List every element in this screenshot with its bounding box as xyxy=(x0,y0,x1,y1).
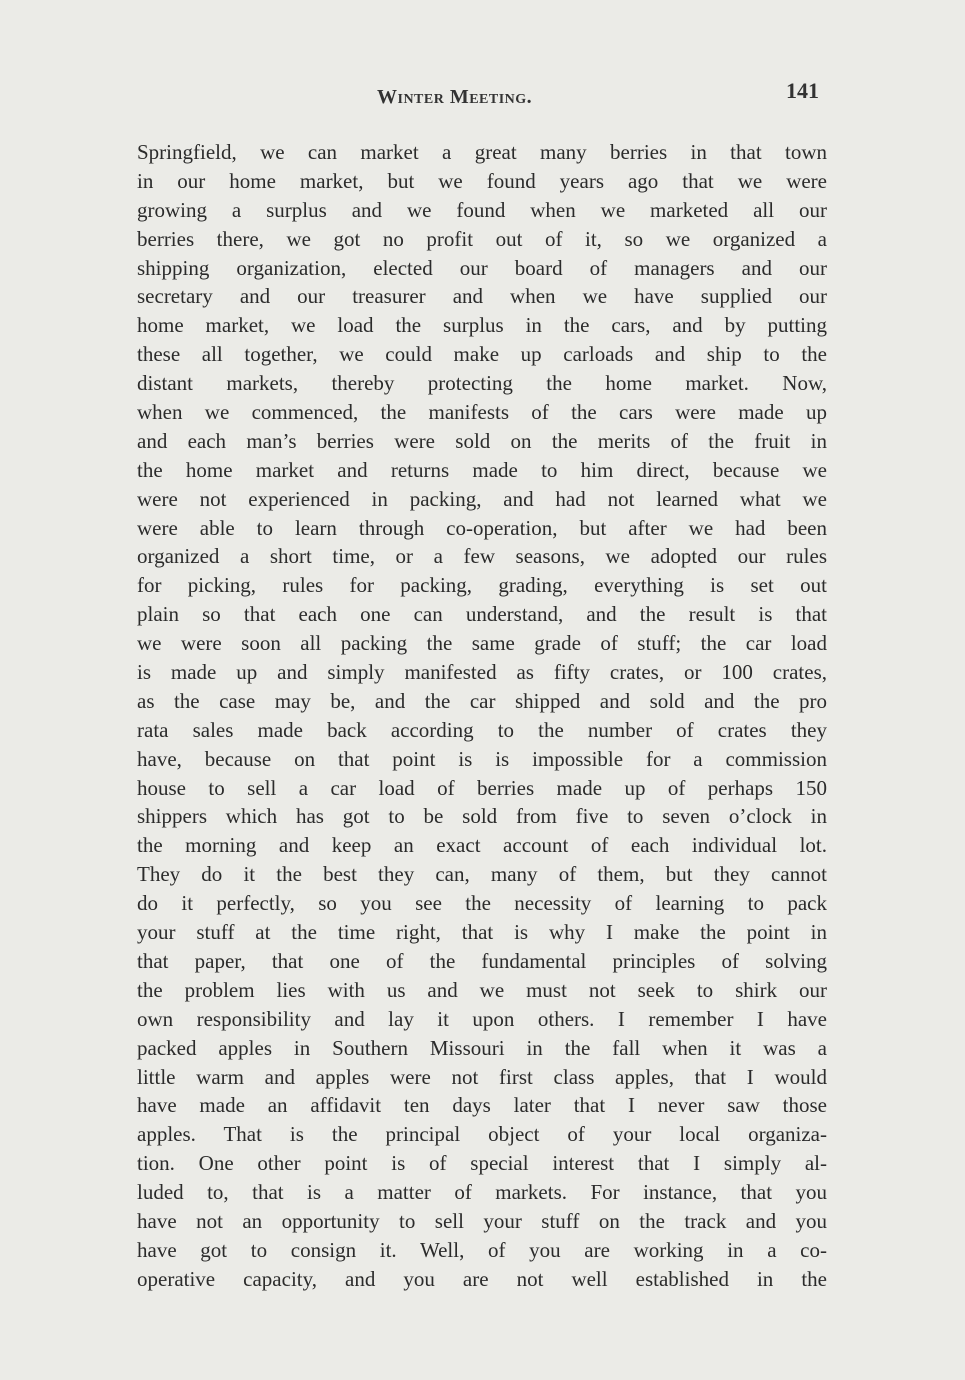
text-line: the home market and returns made to him direct, because we xyxy=(137,457,827,482)
text-line: tion. One other point is of special interest that I simply al- xyxy=(137,1151,827,1176)
text-line: for picking, rules for packing, grading, everything is set out xyxy=(137,573,827,598)
text-line: as the case may be, and the car shipped and sold and the pro xyxy=(137,688,827,713)
text-line: little warm and apples were not first class apples, that I would xyxy=(137,1064,827,1089)
text-line: operative capacity, and you are not well established in the xyxy=(137,1266,827,1291)
text-line: shipping organization, elected our board of managers and our xyxy=(137,255,827,280)
running-head: Winter Meeting. xyxy=(377,86,533,108)
text-line: that paper, that one of the fundamental principles of solving xyxy=(137,948,827,973)
body-text xyxy=(137,138,827,1294)
text-line: the morning and keep an exact account of each individual lot. xyxy=(137,833,827,858)
text-line: we were soon all packing the same grade of stuff; the car load xyxy=(137,631,827,656)
text-line: luded to, that is a matter of markets. For instance, that you xyxy=(137,1180,827,1205)
text-line: distant markets, thereby protecting the home market. Now, xyxy=(137,371,827,396)
text-line: your stuff at the time right, that is why I make the point in xyxy=(137,920,827,945)
text-line: home market, we load the surplus in the cars, and by putting xyxy=(137,313,827,338)
text-line: when we commenced, the manifests of the cars were made up xyxy=(137,400,827,425)
text-line: rata sales made back according to the number of crates they xyxy=(137,717,827,742)
text-line: and each man’s berries were sold on the merits of the fruit in xyxy=(137,428,827,453)
text-line: apples. That is the principal object of your local organiza- xyxy=(137,1122,827,1147)
text-line: berries there, we got no profit out of it, so we organized a xyxy=(137,226,827,251)
text-line: were not experienced in packing, and had not learned what we xyxy=(137,486,827,511)
text-line: is made up and simply manifested as fifty crates, or 100 crates, xyxy=(137,660,827,685)
text-line: plain so that each one can understand, and the result is that xyxy=(137,602,827,627)
page-number: 141 xyxy=(786,78,819,103)
text-line: do it perfectly, so you see the necessity of learning to pack xyxy=(137,891,827,916)
text-line: the problem lies with us and we must not seek to shirk our xyxy=(137,977,827,1002)
text-line: Springfield, we can market a great many berries in that town xyxy=(137,140,827,164)
text-line: packed apples in Southern Missouri in the fall when it was a xyxy=(137,1035,827,1060)
text-line: have made an affidavit ten days later that I never saw those xyxy=(137,1093,827,1118)
text-line: They do it the best they can, many of them, but they cannot xyxy=(137,862,827,887)
text-line: shippers which has got to be sold from five to seven o’clock in xyxy=(137,804,827,829)
text-line: organized a short time, or a few seasons, we adopted our rules xyxy=(137,544,827,569)
text-line: secretary and our treasurer and when we have supplied our xyxy=(137,284,827,309)
text-line: have not an opportunity to sell your stuff on the track and you xyxy=(137,1208,827,1233)
text-line: in our home market, but we found years ago that we were xyxy=(137,168,827,193)
text-line: house to sell a car load of berries made up of perhaps 150 xyxy=(137,775,827,800)
text-line: were able to learn through co-operation, but after we had been xyxy=(137,515,827,540)
page-header xyxy=(137,78,827,114)
text-line: these all together, we could make up carloads and ship to the xyxy=(137,342,827,367)
text-line: have, because on that point is is impossible for a commission xyxy=(137,746,827,771)
text-line: growing a surplus and we found when we marketed all our xyxy=(137,197,827,222)
text-line: own responsibility and lay it upon others. I remember I have xyxy=(137,1006,827,1031)
text-line: have got to consign it. Well, of you are working in a co- xyxy=(137,1237,827,1262)
